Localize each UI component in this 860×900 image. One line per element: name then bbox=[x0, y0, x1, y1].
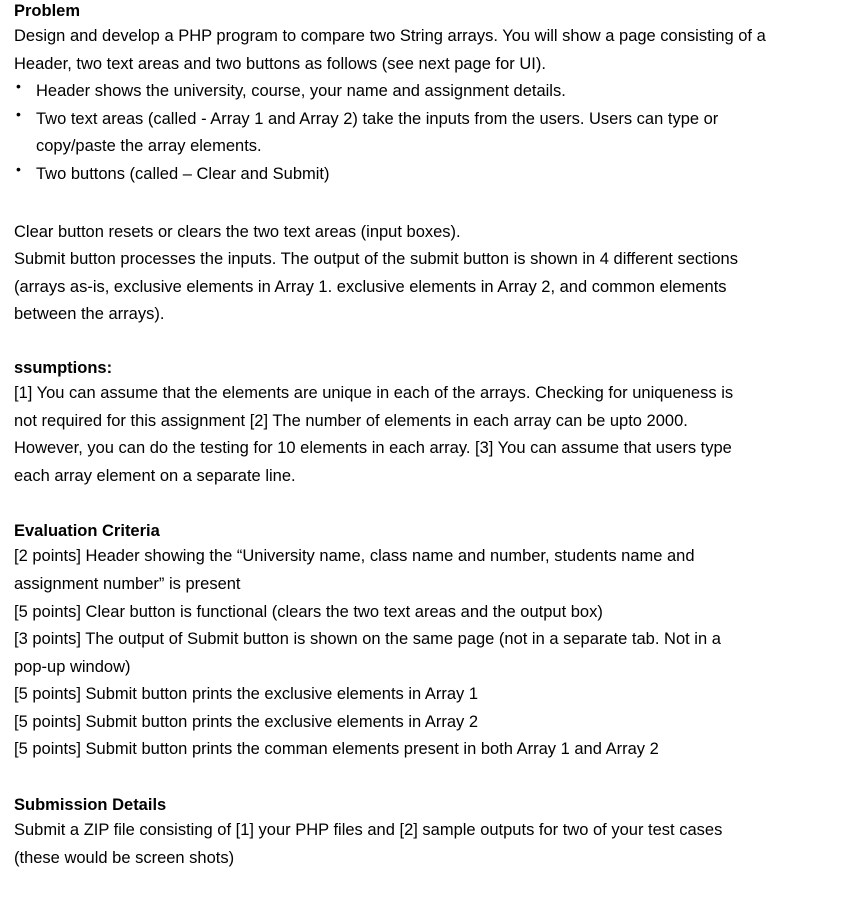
criteria-line: [5 points] Submit button prints the exclusive elements in Array 1 bbox=[14, 685, 479, 704]
bullet-item bbox=[14, 78, 846, 106]
bullet-text: Header shows the university, course, your name and assignment details. bbox=[36, 82, 566, 101]
bullet-icon: • bbox=[16, 105, 21, 122]
bullet-text: copy/paste the array elements. bbox=[36, 137, 262, 156]
description-line: between the arrays). bbox=[14, 305, 165, 324]
bullet-text: Two text areas (called - Array 1 and Array 2) take the inputs from the users. Users can type or bbox=[36, 109, 719, 128]
problem-line: Design and develop a PHP program to compare two String arrays. You will show a page consisting of a bbox=[14, 27, 766, 45]
assumption-line: However, you can do the testing for 10 elements in each array. [3] You can assume that users type bbox=[14, 439, 732, 458]
problem-section bbox=[14, 0, 846, 189]
criteria-line: [5 points] Clear button is functional (clears the two text areas and the output box) bbox=[14, 602, 603, 621]
evaluation-heading: Evaluation Criteria bbox=[14, 522, 160, 541]
problem-heading: Problem bbox=[14, 2, 81, 20]
bullet-icon: • bbox=[16, 160, 21, 177]
bullet-text: Two buttons (called – Clear and Submit) bbox=[36, 164, 330, 183]
bullet-item bbox=[14, 106, 846, 161]
assumptions-section bbox=[14, 357, 846, 490]
criteria-line: [3 points] The output of Submit button is shown on the same page (not in a separate tab. Not in a bbox=[14, 630, 721, 649]
evaluation-section bbox=[14, 520, 846, 764]
assumption-line: each array element on a separate line. bbox=[14, 466, 296, 485]
criteria-line: [5 points] Submit button prints the exclusive elements in Array 2 bbox=[14, 712, 479, 731]
description-line: (arrays as-is, exclusive elements in Array 1. exclusive elements in Array 2, and common elements bbox=[14, 277, 727, 296]
description-line: Clear button resets or clears the two text areas (input boxes). bbox=[14, 222, 461, 241]
submission-heading: Submission Details bbox=[14, 796, 167, 815]
submission-line: Submit a ZIP file consisting of [1] your PHP files and [2] sample outputs for two of your test cases bbox=[14, 821, 723, 840]
description-line: Submit button processes the inputs. The output of the submit button is shown in 4 different sections bbox=[14, 250, 738, 269]
criteria-line: [5 points] Submit button prints the comman elements present in both Array 1 and Array 2 bbox=[14, 740, 659, 759]
submission-section bbox=[14, 794, 846, 872]
problem-bullet-list bbox=[14, 78, 846, 188]
assumptions-heading: ssumptions: bbox=[14, 358, 113, 377]
problem-line: Header, two text areas and two buttons as follows (see next page for UI). bbox=[14, 54, 546, 73]
bullet-icon: • bbox=[16, 78, 21, 95]
criteria-line: [2 points] Header showing the “University name, class name and number, students name and bbox=[14, 547, 695, 566]
criteria-line: assignment number” is present bbox=[14, 574, 241, 593]
criteria-line: pop-up window) bbox=[14, 657, 131, 676]
assumption-line: not required for this assignment [2] The number of elements in each array can be upto 2000. bbox=[14, 411, 688, 430]
assumption-line: [1] You can assume that the elements are unique in each of the arrays. Checking for uniqueness is bbox=[14, 383, 734, 402]
bullet-item bbox=[14, 161, 846, 189]
buttons-description-section bbox=[14, 219, 846, 329]
submission-line: (these would be screen shots) bbox=[14, 848, 235, 867]
